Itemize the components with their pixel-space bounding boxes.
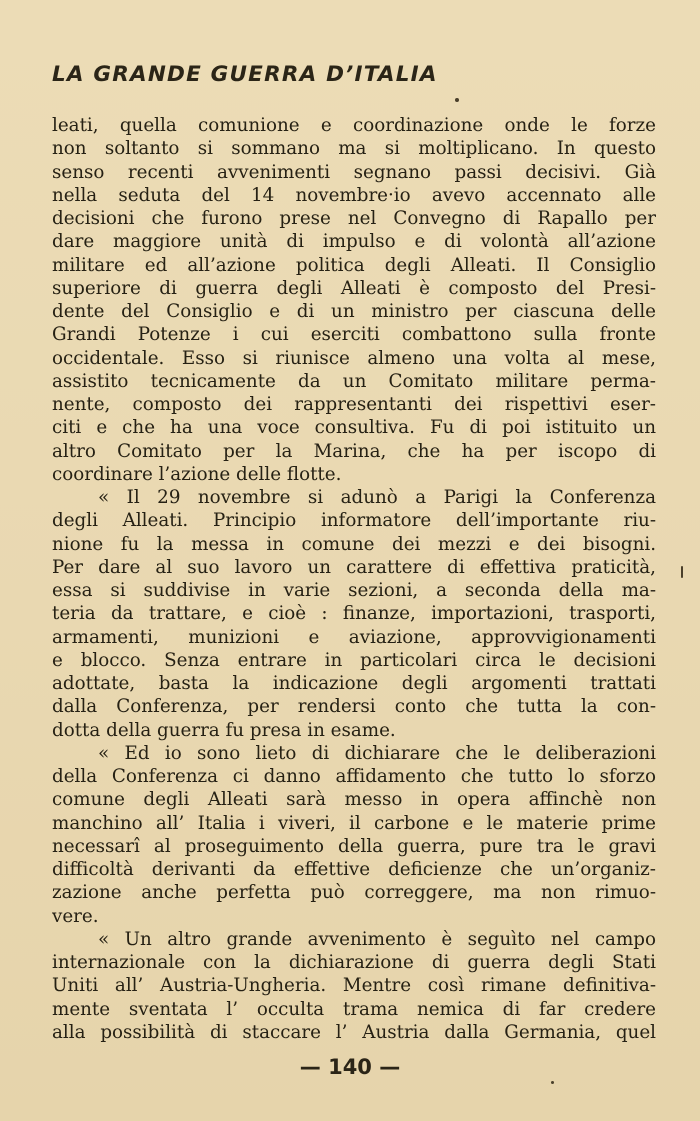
text-line: della Conferenza ci danno affidamento che tutto lo sforzo bbox=[52, 766, 656, 787]
text-line: alla possibilità di staccare l’ Austria dalla Germania, quel bbox=[52, 1021, 656, 1043]
text-line: « Il 29 novembre si adunò a Parigi la Conferenza bbox=[98, 487, 656, 508]
paper-speck bbox=[551, 1081, 554, 1084]
running-title: LA GRANDE GUERRA D’ITALIA bbox=[52, 62, 438, 87]
text-line: teria da trattare, e cioè : finanze, importazioni, trasporti, bbox=[52, 603, 656, 625]
text-line: assistito tecnicamente da un Comitato militare perma- bbox=[52, 370, 656, 392]
text-line: nente, composto dei rappresentanti dei rispettivi eser- bbox=[52, 394, 656, 415]
text-line: internazionale con la dichiarazione di guerra degli Stati bbox=[52, 952, 656, 973]
text-line: manchino all’ Italia i viveri, il carbone e le materie prime bbox=[52, 812, 656, 834]
text-line: adottate, basta la indicazione degli argomenti trattati bbox=[52, 673, 656, 694]
paper-speck bbox=[455, 98, 459, 102]
text-line: dare maggiore unità di impulso e di volontà all’azione bbox=[52, 231, 656, 253]
text-line: difficoltà derivanti da effettive deficienze che un’organiz- bbox=[52, 859, 656, 880]
text-line: Uniti all’ Austria-Ungheria. Mentre così rimane definitiva- bbox=[52, 975, 656, 997]
text-line: armamenti, munizioni e aviazione, approvvigionamenti bbox=[52, 626, 656, 648]
text-line: « Un altro grande avvenimento è seguìto nel campo bbox=[98, 928, 656, 950]
paper-speck bbox=[681, 566, 683, 578]
text-line: « Ed io sono lieto di dichiarare che le deliberazioni bbox=[98, 742, 656, 764]
text-line: leati, quella comunione e coordinazione onde le forze bbox=[52, 115, 656, 136]
text-line: coordinare l’azione delle flotte. bbox=[52, 463, 342, 485]
text-line: necessarî al proseguimento della guerra, pure tra le gravi bbox=[52, 835, 656, 857]
text-line: mente sventata l’ occulta trama nemica di far credere bbox=[52, 998, 656, 1020]
text-line: Grandi Potenze i cui eserciti combattono sulla fronte bbox=[52, 324, 656, 346]
text-line: dente del Consiglio e di un ministro per ciascuna delle bbox=[52, 301, 656, 322]
body-text bbox=[52, 114, 656, 1044]
text-line: nione fu la messa in comune dei mezzi e dei bisogni. bbox=[52, 533, 656, 555]
text-line: degli Alleati. Principio informatore dell’importante riu- bbox=[52, 510, 656, 532]
text-line: zazione anche perfetta può correggere, ma non rimuo- bbox=[52, 882, 656, 904]
text-line: vere. bbox=[52, 905, 99, 927]
text-line: citi e che ha una voce consultiva. Fu di poi istituito un bbox=[52, 417, 656, 439]
text-line: senso recenti avvenimenti segnano passi decisivi. Già bbox=[52, 161, 656, 183]
text-line: non soltanto si sommano ma si moltiplicano. In questo bbox=[52, 138, 656, 160]
page-number: — 140 — bbox=[299, 1055, 401, 1079]
text-line: occidentale. Esso si riunisce almeno una volta al mese, bbox=[52, 347, 656, 369]
text-line: militare ed all’azione politica degli Alleati. Il Consiglio bbox=[52, 254, 656, 276]
text-line: essa si suddivise in varie sezioni, a seconda della ma- bbox=[52, 580, 656, 601]
text-line: dotta della guerra fu presa in esame. bbox=[52, 719, 396, 741]
text-line: Per dare al suo lavoro un carattere di effettiva praticità, bbox=[52, 556, 656, 578]
text-line: dalla Conferenza, per rendersi conto che tutta la con- bbox=[52, 696, 656, 718]
text-line: comune degli Alleati sarà messo in opera affinchè non bbox=[52, 789, 656, 811]
text-line: superiore di guerra degli Alleati è composto del Presi- bbox=[52, 277, 656, 299]
text-line: nella seduta del 14 novembre·io avevo accennato alle bbox=[52, 184, 656, 206]
text-line: decisioni che furono prese nel Convegno di Rapallo per bbox=[52, 208, 656, 229]
text-line: altro Comitato per la Marina, che ha per iscopo di bbox=[52, 440, 656, 462]
text-line: e blocco. Senza entrare in particolari circa le decisioni bbox=[52, 649, 656, 671]
